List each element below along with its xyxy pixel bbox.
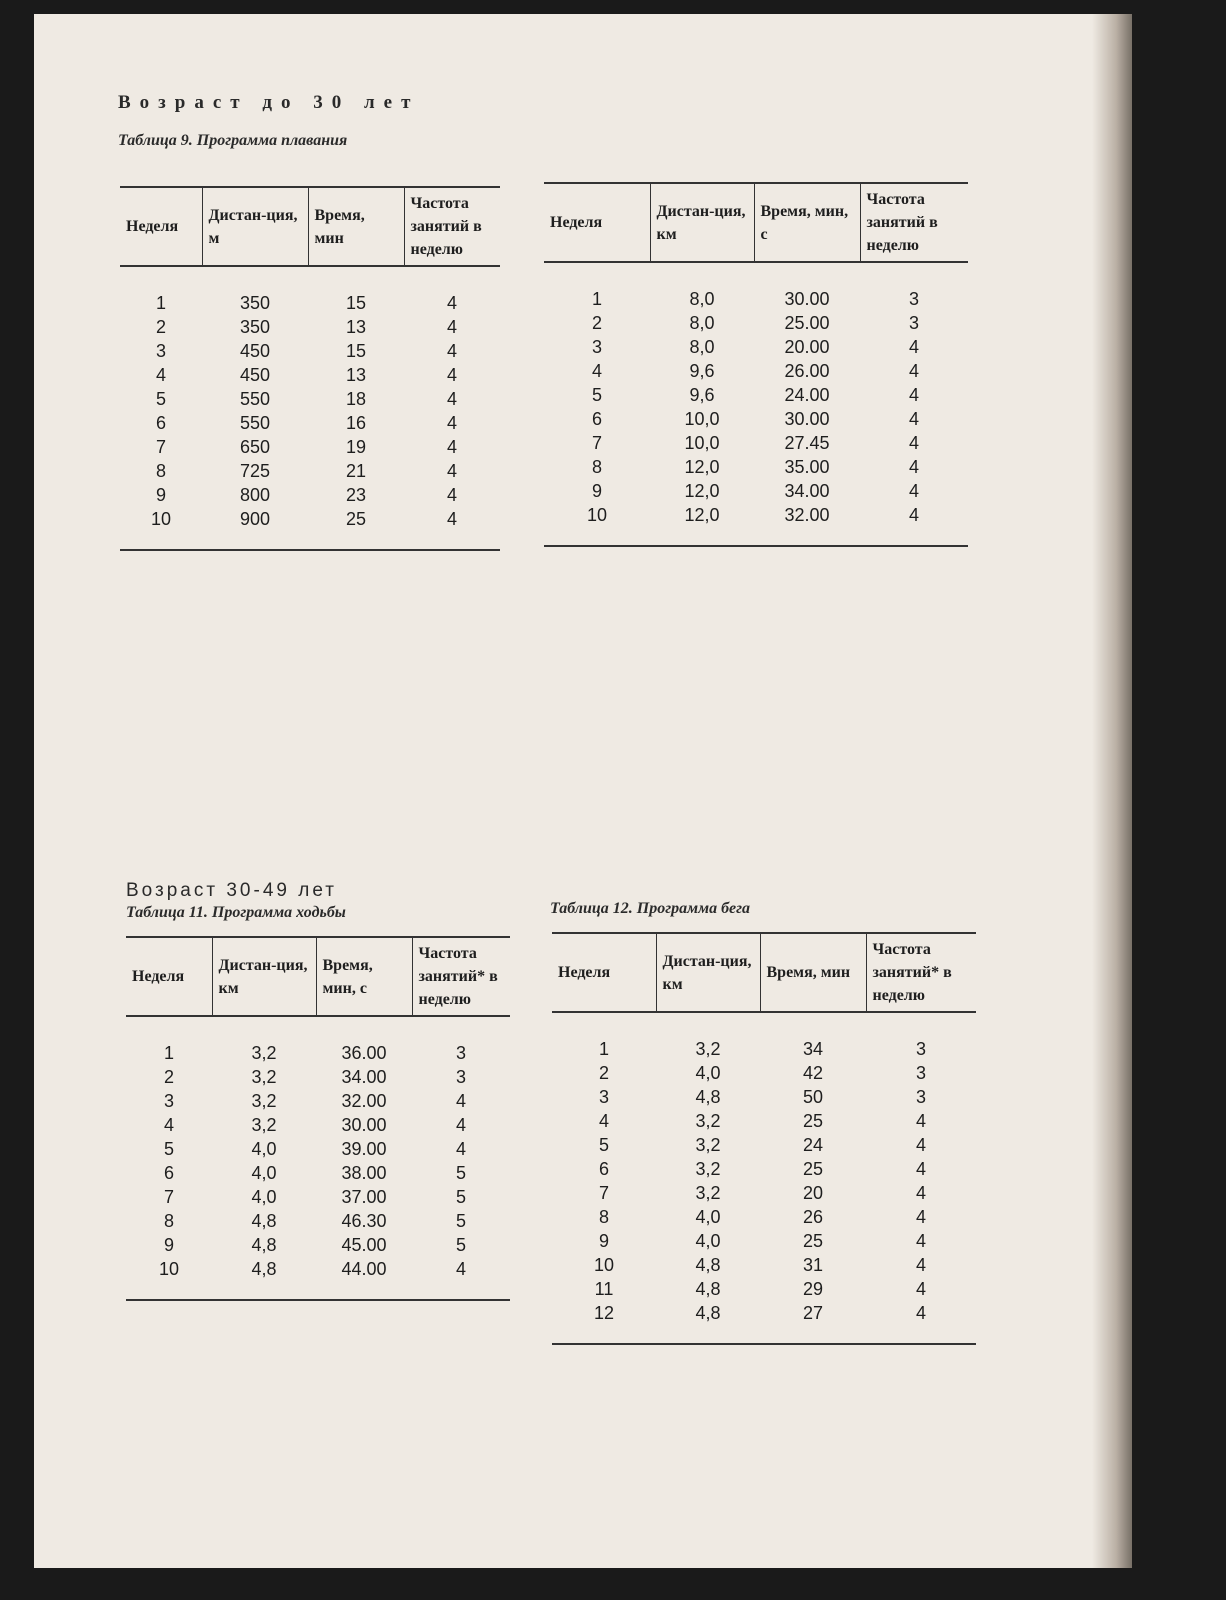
section-heading-30-49: Возраст 30-49 лет (126, 880, 337, 901)
cell-distance: 9,6 (689, 384, 715, 405)
cell-frequency: 4 (908, 336, 919, 357)
cell-time: 20.00 (784, 336, 830, 357)
cell-frequency: 4 (446, 316, 457, 337)
cell-week: 10 (126, 1257, 212, 1300)
cell-distance: 550 (239, 388, 271, 409)
cell-week: 2 (163, 1066, 174, 1087)
cell-distance: 725 (239, 460, 271, 481)
cell-distance: 4,8 (212, 1257, 316, 1300)
table-row (544, 335, 968, 359)
cell-frequency: 4 (455, 1090, 466, 1111)
cell-time: 25.00 (784, 312, 830, 333)
table-row (120, 435, 500, 459)
cell-distance: 450 (239, 364, 271, 385)
cell-frequency: 3 (915, 1062, 926, 1083)
cell-distance: 3,2 (695, 1182, 721, 1203)
cell-time: 21 (345, 460, 367, 481)
cell-frequency: 3 (908, 288, 919, 309)
table9-caption: Таблица 9. Программа плавания (118, 132, 348, 149)
table-row (552, 1253, 976, 1277)
table-row (126, 1137, 510, 1161)
cell-frequency: 5 (455, 1186, 466, 1207)
cell-frequency: 4 (915, 1254, 926, 1275)
cell-week: 2 (155, 316, 166, 337)
cell-week: 6 (163, 1162, 174, 1183)
cell-time: 25 (802, 1230, 824, 1251)
cell-distance: 3,2 (695, 1110, 721, 1131)
cell-week: 3 (591, 336, 602, 357)
cell-week: 11 (594, 1278, 614, 1299)
table-row (544, 311, 968, 335)
cell-frequency: 4 (446, 460, 457, 481)
cell-week: 6 (591, 408, 602, 429)
cell-frequency: 4 (455, 1138, 466, 1159)
header-week: Неделя (544, 183, 650, 262)
cell-frequency: 4 (915, 1158, 926, 1179)
table-body (126, 1016, 510, 1300)
table-body (552, 1012, 976, 1344)
cell-frequency: 4 (860, 503, 968, 546)
cell-time: 24 (802, 1134, 824, 1155)
table-row (552, 1205, 976, 1229)
cell-distance: 4,0 (251, 1186, 277, 1207)
cell-time: 29 (802, 1278, 824, 1299)
table-row (552, 1061, 976, 1085)
cell-frequency: 4 (412, 1257, 510, 1300)
cell-time: 50 (802, 1086, 824, 1107)
cell-week: 3 (155, 340, 166, 361)
header-time: Время, мин (308, 187, 404, 266)
table-row (120, 363, 500, 387)
cell-week: 1 (155, 292, 166, 313)
cell-week: 2 (598, 1062, 609, 1083)
table-row (552, 1085, 976, 1109)
cell-time: 36.00 (341, 1042, 387, 1063)
table-row (552, 1133, 976, 1157)
cell-week: 5 (591, 384, 602, 405)
table-row (126, 1185, 510, 1209)
cell-week: 6 (598, 1158, 609, 1179)
table-row (544, 503, 968, 546)
cell-distance: 350 (239, 292, 271, 313)
cell-frequency: 4 (915, 1230, 926, 1251)
cell-week: 6 (155, 412, 166, 433)
cell-time: 42 (802, 1062, 824, 1083)
cell-time: 27 (760, 1301, 866, 1344)
cell-time: 45.00 (341, 1234, 387, 1255)
cell-time: 26 (802, 1206, 824, 1227)
cell-distance: 9,6 (689, 360, 715, 381)
cell-frequency: 4 (446, 436, 457, 457)
cell-week: 5 (598, 1134, 609, 1155)
cell-distance: 900 (202, 507, 308, 550)
cell-frequency: 3 (455, 1042, 466, 1063)
section-heading-under-30: Возраст до 30 лет (118, 92, 420, 113)
table-row (120, 266, 500, 315)
cell-frequency: 4 (908, 360, 919, 381)
cell-week: 9 (163, 1234, 174, 1255)
cell-distance: 8,0 (689, 312, 715, 333)
cell-frequency: 3 (915, 1038, 926, 1059)
cell-week: 3 (163, 1090, 174, 1111)
cell-distance: 650 (239, 436, 271, 457)
cell-distance: 450 (239, 340, 271, 361)
table-row (544, 407, 968, 431)
cell-distance: 4,8 (695, 1254, 721, 1275)
header-week: Неделя (120, 187, 202, 266)
cell-time: 46.30 (341, 1210, 387, 1231)
cell-time: 15 (345, 340, 367, 361)
header-frequency: Частота занятий в неделю (860, 183, 968, 262)
cell-distance: 3,2 (695, 1158, 721, 1179)
table12-caption: Таблица 12. Программа бега (550, 900, 751, 917)
table-row (544, 359, 968, 383)
cell-frequency: 4 (915, 1134, 926, 1155)
cell-time: 25 (802, 1110, 824, 1131)
cell-week: 8 (598, 1206, 609, 1227)
table-row (544, 383, 968, 407)
table-body (544, 262, 968, 546)
cell-time: 34.00 (341, 1066, 387, 1087)
cell-time: 31 (802, 1254, 824, 1275)
cell-frequency: 4 (908, 456, 919, 477)
table11-caption: Таблица 11. Программа ходьбы (126, 904, 346, 921)
cell-week: 5 (155, 388, 166, 409)
cell-time: 19 (345, 436, 367, 457)
cell-distance: 10,0 (684, 432, 720, 453)
cell-time: 39.00 (341, 1138, 387, 1159)
cell-week: 4 (155, 364, 166, 385)
cell-week: 4 (598, 1110, 609, 1131)
cell-time: 32.00 (754, 503, 860, 546)
cell-time: 35.00 (784, 456, 830, 477)
cell-week: 7 (155, 436, 166, 457)
cell-time: 23 (345, 484, 367, 505)
cell-frequency: 4 (446, 340, 457, 361)
cell-time: 44.00 (316, 1257, 412, 1300)
header-distance: Дистан-ция, м (202, 187, 308, 266)
cell-time: 13 (345, 364, 367, 385)
table-row (126, 1089, 510, 1113)
cell-time: 24.00 (784, 384, 830, 405)
table-row (120, 483, 500, 507)
cell-time: 25 (802, 1158, 824, 1179)
header-distance: Дистан-ция, км (656, 933, 760, 1012)
cell-distance: 12,0 (650, 503, 754, 546)
cell-distance: 4,0 (695, 1206, 721, 1227)
cell-week: 9 (591, 480, 602, 501)
cell-frequency: 4 (446, 388, 457, 409)
table-header-row (126, 937, 510, 1016)
cell-week: 1 (163, 1042, 174, 1063)
table-row (544, 479, 968, 503)
cell-distance: 8,0 (689, 336, 715, 357)
cell-frequency: 4 (446, 292, 457, 313)
cell-frequency: 4 (908, 432, 919, 453)
table-walking (126, 936, 510, 1301)
cell-distance: 4,0 (251, 1162, 277, 1183)
cell-week: 8 (591, 456, 602, 477)
table-row (552, 1181, 976, 1205)
table-row (120, 339, 500, 363)
cell-frequency: 4 (908, 384, 919, 405)
cell-distance: 3,2 (251, 1066, 277, 1087)
cell-distance: 4,8 (695, 1086, 721, 1107)
cell-distance: 4,8 (656, 1301, 760, 1344)
cell-time: 13 (345, 316, 367, 337)
table-continued (544, 182, 968, 547)
cell-distance: 550 (239, 412, 271, 433)
header-frequency: Частота занятий в неделю (404, 187, 500, 266)
table-body (120, 266, 500, 550)
table-row (126, 1016, 510, 1065)
header-distance: Дистан-ция, км (212, 937, 316, 1016)
table-row (126, 1257, 510, 1300)
cell-time: 30.00 (341, 1114, 387, 1135)
header-time: Время, мин, с (316, 937, 412, 1016)
cell-frequency: 4 (446, 412, 457, 433)
table-row (552, 1109, 976, 1133)
page-binding-shadow (1092, 14, 1132, 1568)
header-time: Время, мин, с (754, 183, 860, 262)
header-frequency: Частота занятий* в неделю (866, 933, 976, 1012)
header-week: Неделя (126, 937, 212, 1016)
cell-time: 34.00 (784, 480, 830, 501)
cell-week: 4 (591, 360, 602, 381)
cell-frequency: 4 (455, 1114, 466, 1135)
cell-frequency: 5 (455, 1210, 466, 1231)
cell-time: 26.00 (784, 360, 830, 381)
cell-distance: 12,0 (684, 480, 720, 501)
cell-week: 8 (155, 460, 166, 481)
table-header-row (544, 183, 968, 262)
cell-frequency: 4 (908, 408, 919, 429)
cell-distance: 3,2 (695, 1038, 721, 1059)
cell-distance: 4,8 (251, 1210, 277, 1231)
cell-week: 9 (155, 484, 166, 505)
cell-time: 18 (345, 388, 367, 409)
cell-time: 32.00 (341, 1090, 387, 1111)
table-row (126, 1161, 510, 1185)
cell-time: 30.00 (784, 408, 830, 429)
cell-frequency: 4 (446, 484, 457, 505)
table-row (126, 1113, 510, 1137)
cell-frequency: 3 (908, 312, 919, 333)
cell-time: 37.00 (341, 1186, 387, 1207)
header-time: Время, мин (760, 933, 866, 1012)
cell-frequency: 4 (915, 1206, 926, 1227)
header-distance: Дистан-ция, км (650, 183, 754, 262)
cell-distance: 4,8 (251, 1234, 277, 1255)
cell-frequency: 4 (866, 1301, 976, 1344)
table-row (120, 387, 500, 411)
cell-week: 2 (591, 312, 602, 333)
header-frequency: Частота занятий* в неделю (412, 937, 510, 1016)
cell-distance: 3,2 (251, 1042, 277, 1063)
table-row (544, 262, 968, 311)
table-row (552, 1229, 976, 1253)
cell-week: 12 (552, 1301, 656, 1344)
table-row (544, 455, 968, 479)
table-row (552, 1157, 976, 1181)
cell-time: 15 (345, 292, 367, 313)
cell-frequency: 3 (915, 1086, 926, 1107)
cell-week: 10 (593, 1254, 615, 1275)
cell-week: 7 (591, 432, 602, 453)
table-row (552, 1012, 976, 1061)
cell-distance: 3,2 (695, 1134, 721, 1155)
cell-distance: 3,2 (251, 1090, 277, 1111)
table-row (120, 507, 500, 550)
cell-frequency: 4 (915, 1278, 926, 1299)
cell-frequency: 4 (915, 1182, 926, 1203)
table-row (552, 1277, 976, 1301)
cell-week: 7 (598, 1182, 609, 1203)
cell-week: 10 (544, 503, 650, 546)
table-row (126, 1233, 510, 1257)
cell-frequency: 4 (908, 480, 919, 501)
table-row (126, 1065, 510, 1089)
cell-distance: 350 (239, 316, 271, 337)
cell-time: 34 (802, 1038, 824, 1059)
cell-frequency: 4 (446, 364, 457, 385)
cell-distance: 4,0 (251, 1138, 277, 1159)
cell-distance: 4,0 (695, 1230, 721, 1251)
cell-week: 5 (163, 1138, 174, 1159)
cell-week: 1 (591, 288, 602, 309)
cell-distance: 4,0 (695, 1062, 721, 1083)
cell-time: 16 (345, 412, 367, 433)
cell-week: 3 (598, 1086, 609, 1107)
cell-frequency: 5 (455, 1162, 466, 1183)
table-row (120, 315, 500, 339)
book-page (34, 14, 1132, 1568)
cell-week: 4 (163, 1114, 174, 1135)
table-row (552, 1301, 976, 1344)
cell-time: 27.45 (784, 432, 830, 453)
cell-week: 8 (163, 1210, 174, 1231)
cell-distance: 8,0 (689, 288, 715, 309)
table-row (120, 459, 500, 483)
table-row (126, 1209, 510, 1233)
cell-distance: 3,2 (251, 1114, 277, 1135)
cell-week: 10 (120, 507, 202, 550)
cell-frequency: 4 (404, 507, 500, 550)
cell-distance: 10,0 (684, 408, 720, 429)
header-week: Неделя (552, 933, 656, 1012)
cell-week: 7 (163, 1186, 174, 1207)
cell-time: 25 (308, 507, 404, 550)
table-row (120, 411, 500, 435)
table-row (544, 431, 968, 455)
cell-distance: 4,8 (695, 1278, 721, 1299)
cell-frequency: 5 (455, 1234, 466, 1255)
cell-frequency: 3 (455, 1066, 466, 1087)
cell-time: 38.00 (341, 1162, 387, 1183)
table-header-row (120, 187, 500, 266)
cell-time: 30.00 (784, 288, 830, 309)
table-header-row (552, 933, 976, 1012)
cell-week: 1 (598, 1038, 609, 1059)
table-running (552, 932, 976, 1345)
cell-distance: 800 (239, 484, 271, 505)
cell-week: 9 (598, 1230, 609, 1251)
cell-frequency: 4 (915, 1110, 926, 1131)
table-swimming (120, 186, 500, 551)
cell-distance: 12,0 (684, 456, 720, 477)
cell-time: 20 (802, 1182, 824, 1203)
